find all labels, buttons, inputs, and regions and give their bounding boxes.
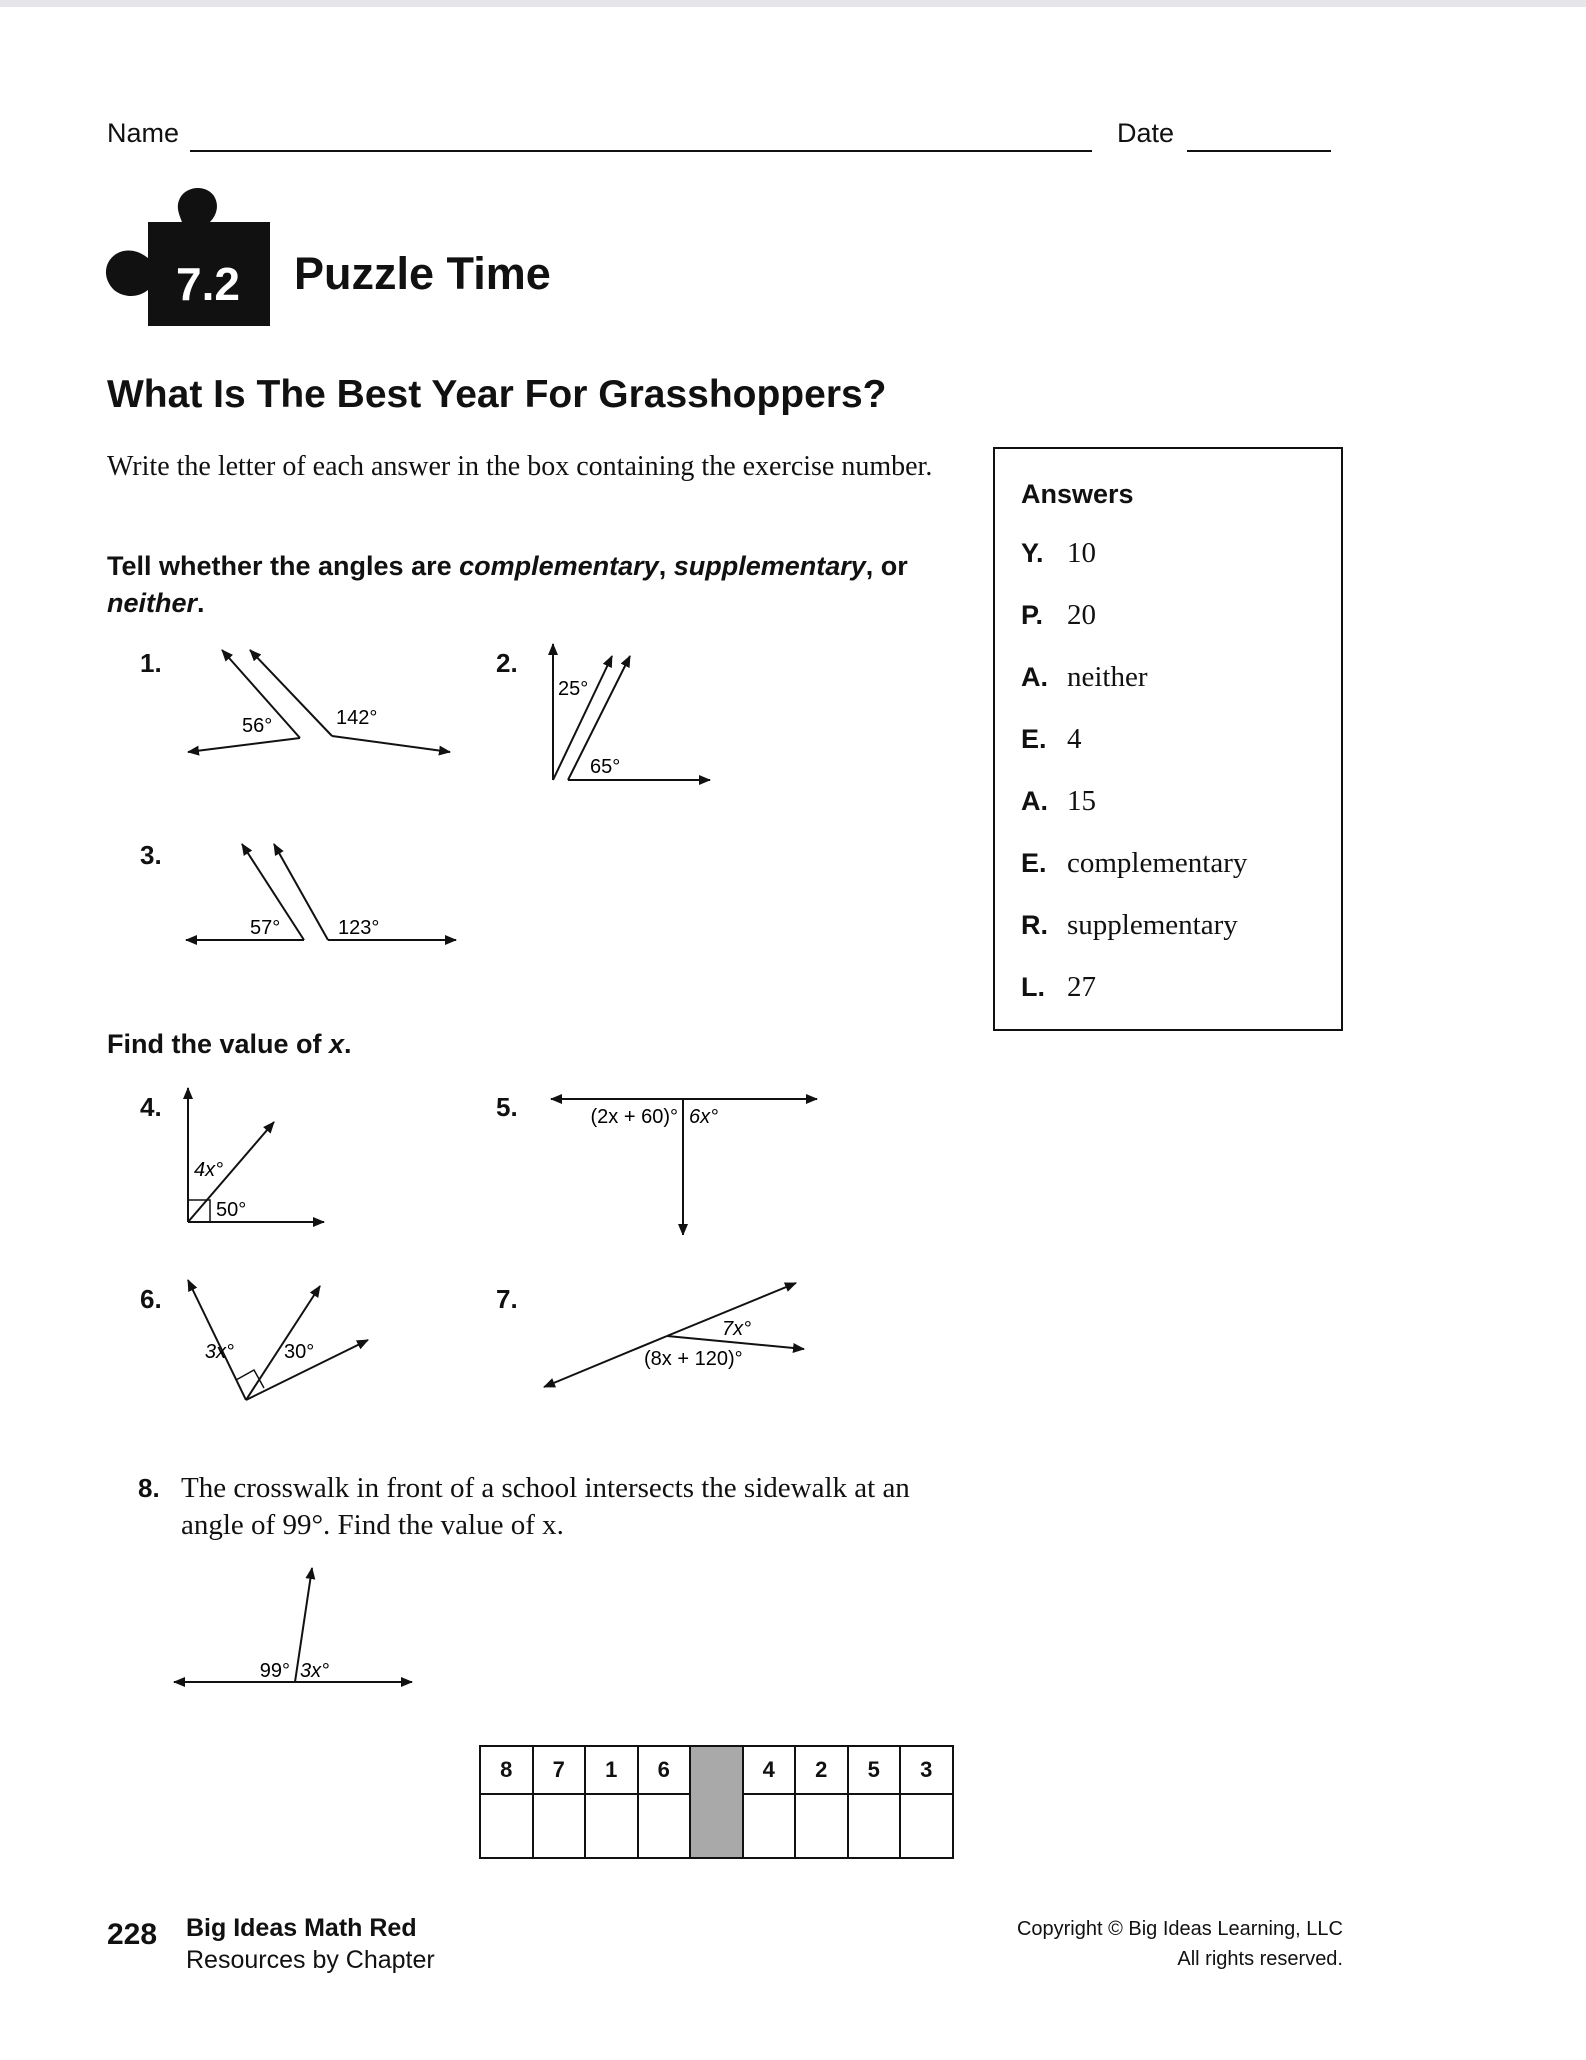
name-field-line[interactable]: [190, 150, 1092, 152]
code-box-label: 6: [638, 1746, 691, 1794]
code-box-answer[interactable]: [795, 1794, 848, 1858]
page-number: 228: [107, 1918, 158, 1951]
exercise-5-diagram: [545, 1085, 825, 1235]
book-title: Big Ideas Math Red: [186, 1914, 417, 1942]
answer-option: [1021, 599, 1096, 632]
code-box-label: 1: [585, 1746, 638, 1794]
code-box-answer[interactable]: [848, 1794, 901, 1858]
answer-option: [1021, 909, 1238, 942]
angle-label: 99°: [259, 1660, 290, 1682]
code-box-answer[interactable]: [585, 1794, 638, 1858]
code-box-answer[interactable]: [743, 1794, 796, 1858]
exercise-1-number: 1.: [140, 648, 162, 678]
answer-letter: Y.: [1021, 538, 1044, 568]
date-label: Date: [1117, 118, 1175, 148]
answer-text: 27: [1067, 971, 1096, 1003]
answer-letter: L.: [1021, 972, 1045, 1002]
directions-angles: [107, 548, 937, 622]
exercise-8-diagram: [170, 1560, 420, 1694]
directions-text: Tell whether the angles are: [107, 551, 460, 581]
exercise-7-diagram: [540, 1275, 820, 1395]
exercise-8: [138, 1470, 938, 1541]
exercise-3-diagram: [180, 834, 470, 954]
answer-letter: A.: [1021, 786, 1048, 816]
find-x-text: Find the value of: [107, 1029, 330, 1059]
answer-text: supplementary: [1067, 909, 1238, 941]
angle-label: 50°: [216, 1199, 247, 1221]
answer-text: 10: [1067, 537, 1096, 569]
find-x-end: .: [344, 1029, 352, 1059]
angle-label: 3x°: [204, 1341, 234, 1363]
top-border: [0, 0, 1586, 7]
code-box-blank: [690, 1746, 743, 1858]
book-subtitle: Resources by Chapter: [186, 1946, 435, 1974]
angle-label: 65°: [590, 756, 621, 778]
answer-code-table: [479, 1745, 954, 1859]
angle-label: (8x + 120)°: [644, 1348, 743, 1370]
section-number: 7.2: [176, 258, 240, 310]
exercise-6-number: 6.: [140, 1284, 162, 1314]
angle-label: 123°: [338, 917, 380, 939]
answer-letter: R.: [1021, 910, 1048, 940]
term-supplementary: supplementary: [673, 551, 866, 581]
answer-letter: E.: [1021, 848, 1047, 878]
answer-option: [1021, 971, 1096, 1004]
answer-text: 15: [1067, 785, 1096, 817]
code-box-label: 5: [848, 1746, 901, 1794]
answer-text: complementary: [1067, 847, 1248, 879]
angle-label: 142°: [336, 707, 378, 729]
exercise-3-number: 3.: [140, 840, 162, 870]
answer-text: 4: [1067, 723, 1082, 755]
section-title: Puzzle Time: [294, 248, 551, 299]
instructions: Write the letter of each answer in the box containing the exercise number.: [107, 451, 933, 482]
exercise-8-text: The crosswalk in front of a school intersects the sidewalk at an angle of 99°. Find the value of x.: [181, 1472, 910, 1541]
copyright: Copyright © Big Ideas Learning, LLC: [1016, 1918, 1343, 1940]
exercise-1-diagram: [180, 640, 460, 760]
rights-reserved: All rights reserved.: [1177, 1948, 1343, 1970]
answer-letter: P.: [1021, 600, 1044, 630]
directions-find-x: [107, 1029, 352, 1060]
angle-label: 7x°: [722, 1318, 752, 1340]
ray: [188, 738, 300, 752]
find-x-var: x: [329, 1029, 345, 1059]
answer-text: neither: [1067, 661, 1148, 693]
exercise-4-diagram: [178, 1080, 338, 1230]
code-box-answer[interactable]: [900, 1794, 953, 1858]
date-field-line[interactable]: [1187, 150, 1331, 152]
angle-label: 25°: [558, 678, 589, 700]
angle-label: 3x°: [300, 1660, 330, 1682]
ray: [274, 844, 328, 940]
exercise-5-number: 5.: [496, 1092, 518, 1122]
answer-option: [1021, 661, 1148, 694]
directions-end: .: [197, 588, 205, 618]
exercise-2-diagram: [540, 640, 720, 790]
code-box-answer[interactable]: [638, 1794, 691, 1858]
directions-sep: ,: [658, 551, 674, 581]
angle-label: (2x + 60)°: [590, 1106, 678, 1128]
angle-label: 30°: [284, 1341, 315, 1363]
code-box-answer[interactable]: [533, 1794, 586, 1858]
exercise-4-number: 4.: [140, 1092, 162, 1122]
answer-option: [1021, 847, 1247, 880]
ray: [332, 736, 450, 752]
answer-option: [1021, 537, 1096, 570]
exercise-6-diagram: [180, 1274, 380, 1414]
name-label: Name: [107, 118, 180, 148]
answers-title: Answers: [1021, 479, 1134, 509]
right-angle-mark: [236, 1370, 264, 1388]
exercise-7-number: 7.: [496, 1284, 518, 1314]
puzzle-question: What Is The Best Year For Grasshoppers?: [107, 373, 887, 416]
directions-sep: , or: [865, 551, 908, 581]
code-box-answer[interactable]: [480, 1794, 533, 1858]
answer-letter: E.: [1021, 724, 1047, 754]
answer-text: 20: [1067, 599, 1096, 631]
code-box-label: 2: [795, 1746, 848, 1794]
exercise-8-number: 8.: [138, 1473, 160, 1503]
angle-label: 4x°: [194, 1159, 224, 1181]
angle-label: 56°: [242, 715, 273, 737]
code-box-label: 8: [480, 1746, 533, 1794]
angle-label: 6x°: [689, 1106, 719, 1128]
answer-option: [1021, 723, 1082, 756]
term-complementary: complementary: [459, 551, 659, 581]
ray: [188, 1280, 246, 1400]
code-box-label: 7: [533, 1746, 586, 1794]
angle-label: 57°: [250, 917, 281, 939]
answer-letter: A.: [1021, 662, 1048, 692]
code-box-label: 4: [743, 1746, 796, 1794]
exercise-2-number: 2.: [496, 648, 518, 678]
answer-option: [1021, 785, 1096, 818]
term-neither: neither: [107, 588, 198, 618]
code-box-label: 3: [900, 1746, 953, 1794]
